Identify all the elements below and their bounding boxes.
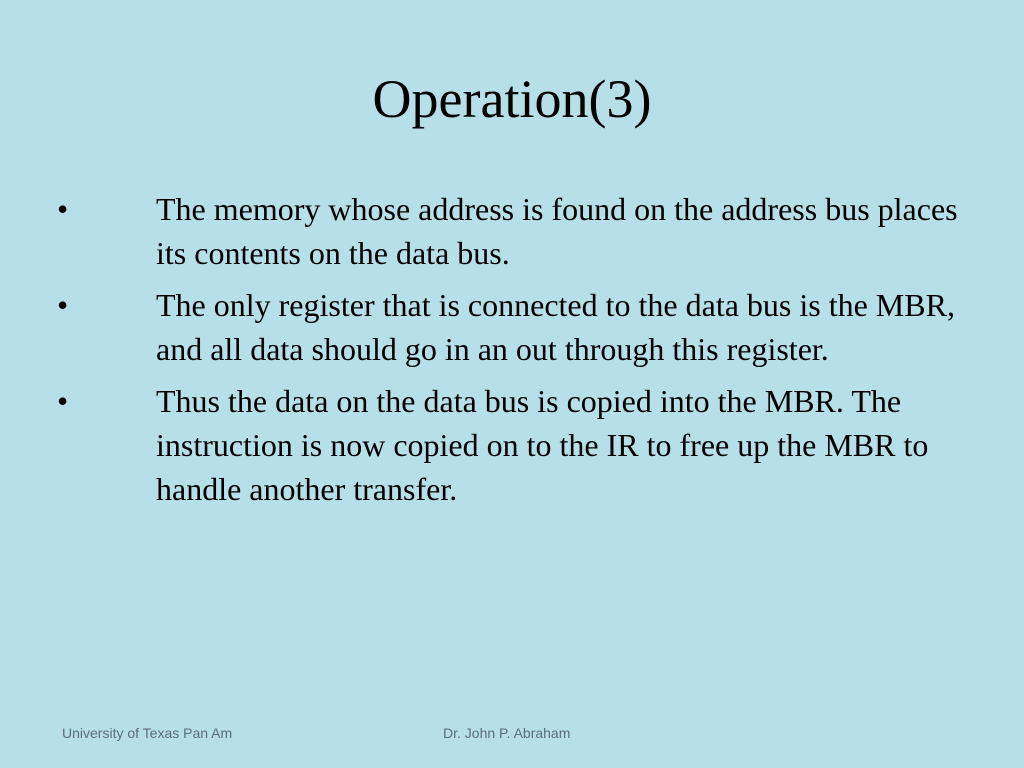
bullet-item-2 [55, 283, 985, 371]
bullet-text: Thus the data on the data bus is copied into the MBR. The instruction is now copied on to the IR to free up the MBR to handle another transfer. [156, 383, 929, 507]
footer-university: University of Texas Pan Am [62, 725, 233, 741]
slide-title: Operation(3) [372, 69, 652, 129]
bullet-icon: • [57, 287, 69, 323]
bullet-icon: • [57, 383, 69, 419]
bullet-item-1 [55, 187, 985, 275]
bullet-text: The memory whose address is found on the address bus places its contents on the data bus. [156, 191, 958, 271]
bullet-icon: • [57, 191, 69, 227]
bullet-text: The only register that is connected to the data bus is the MBR, and all data should go in an out through this register. [156, 287, 955, 367]
footer-author: Dr. John P. Abraham [443, 725, 571, 741]
bullet-list [55, 187, 985, 519]
bullet-item-3 [55, 379, 985, 511]
